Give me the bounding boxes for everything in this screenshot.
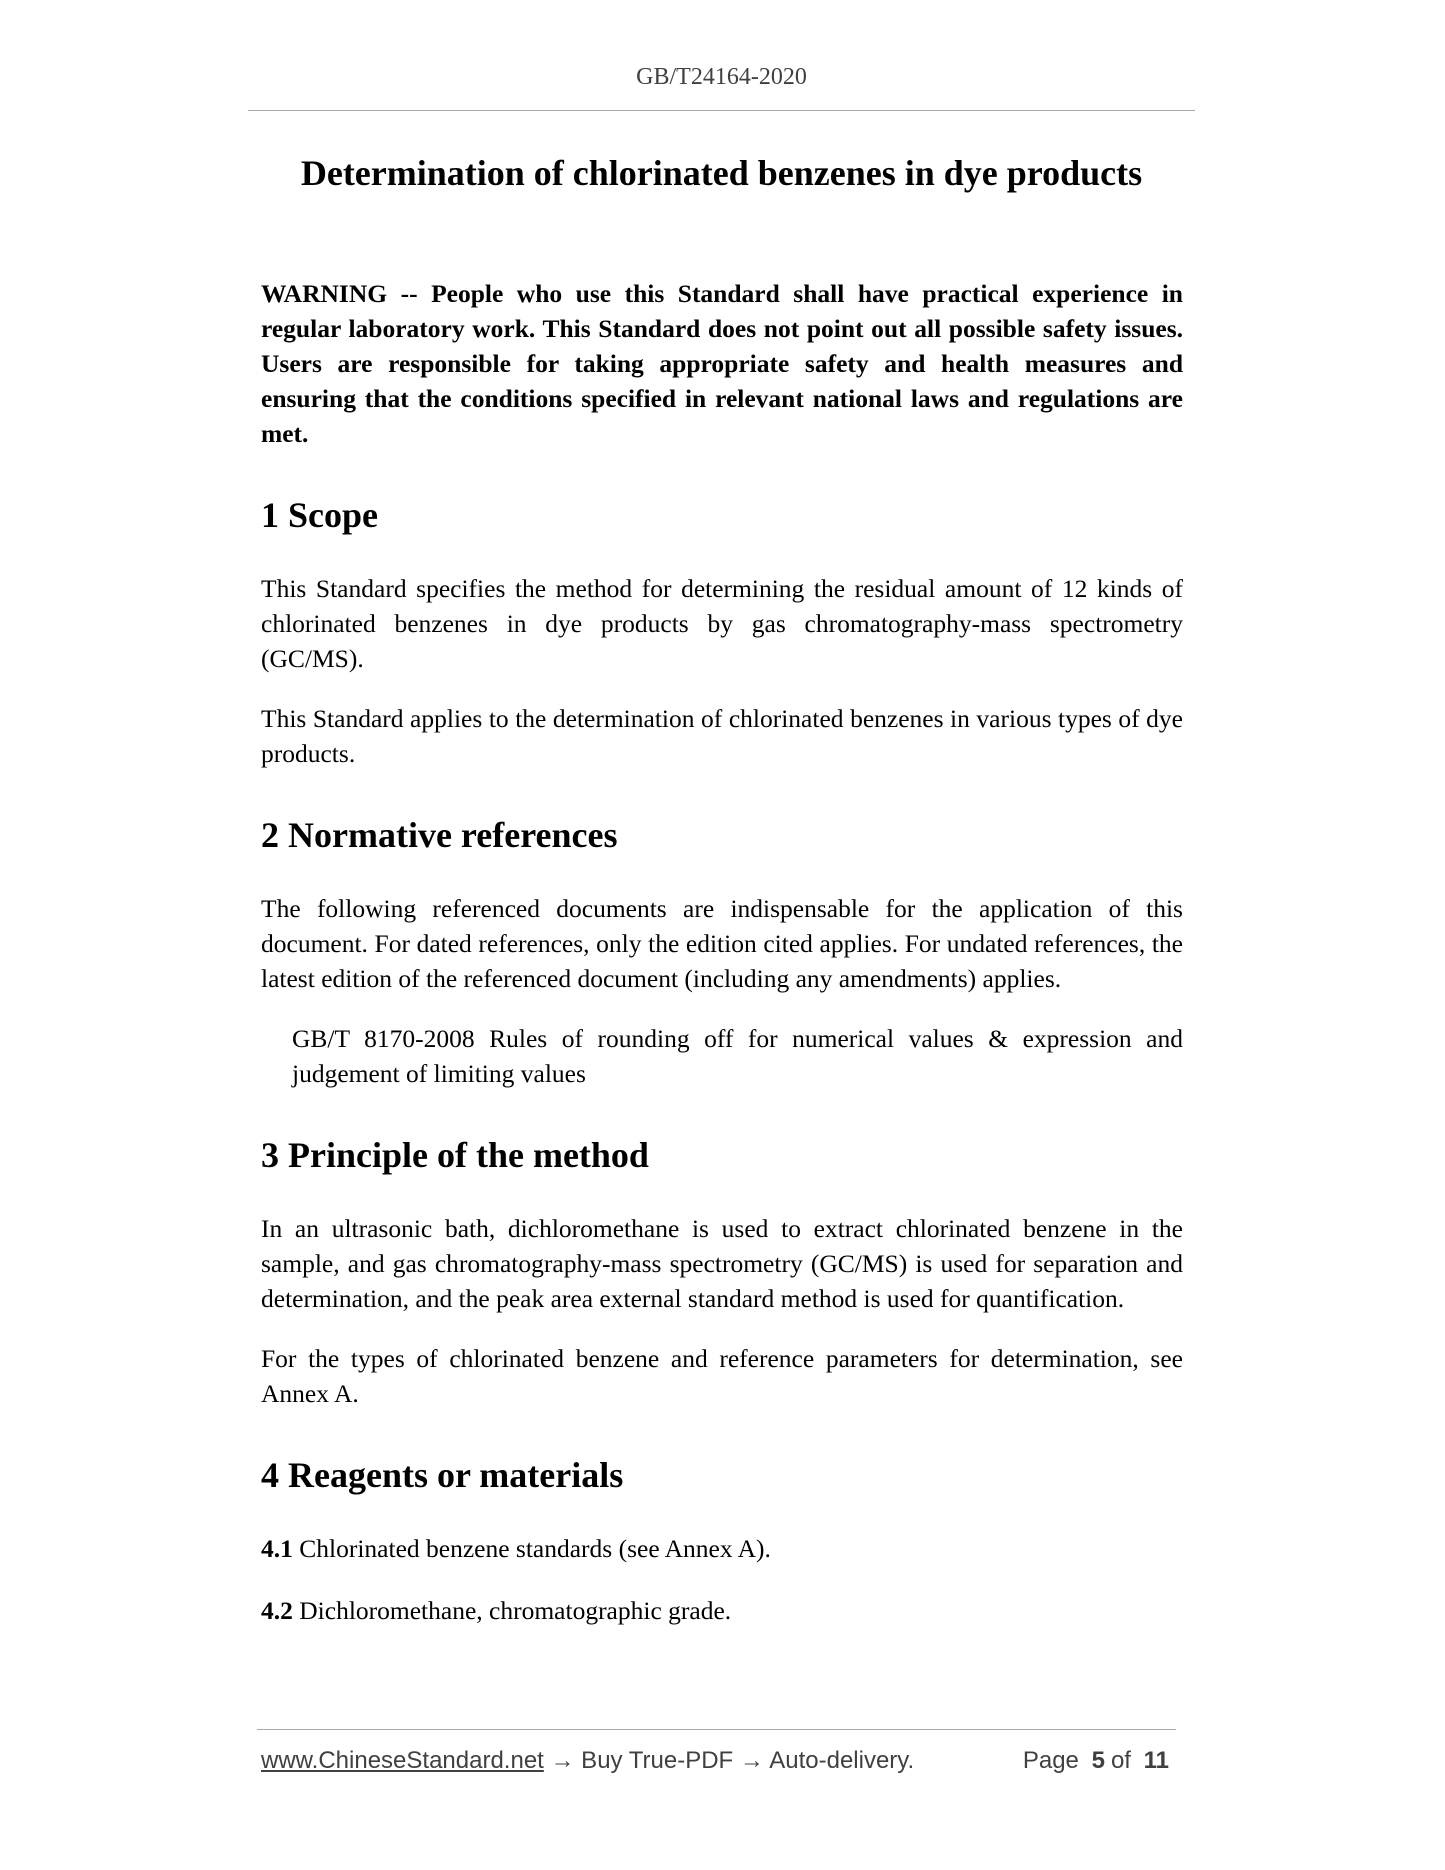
current-page-number: 5 (1091, 1747, 1105, 1774)
section-heading-scope: 1 Scope (261, 495, 378, 535)
reagent-item (261, 1531, 1183, 1566)
scope-paragraph-2: This Standard applies to the determination of chlorinated benzenes in various types of dye products. (261, 704, 1183, 768)
normative-paragraph: The following referenced documents are indispensable for the application of this document. For dated references, only the edition cited applies. For undated references, the latest edition of the referenced document (including any amendments) applies. (261, 894, 1183, 993)
principle-paragraph-1: In an ultrasonic bath, dichloromethane is used to extract chlorinated benzene in the sample, and gas chromatography-mass spectrometry (GC/MS) is used for separation and determination, and the peak area external standard method is used for quantification. (261, 1214, 1183, 1313)
principle-paragraph-2: For the types of chlorinated benzene and reference parameters for determination, see Annex A. (261, 1344, 1183, 1408)
page-label: Page (1022, 1747, 1079, 1774)
header-divider (248, 110, 1195, 111)
page-footer (261, 1747, 1175, 1775)
footer-promo-text: → Buy True-PDF → Auto-delivery. (543, 1747, 915, 1774)
total-page-count: 11 (1143, 1747, 1169, 1774)
document-title: Determination of chlorinated benzenes in dye products (300, 153, 1143, 193)
running-header: GB/T24164-2020 (636, 64, 807, 90)
document-body (261, 276, 1183, 1655)
reagent-item-text: Dichloromethane, chromatographic grade. (292, 1596, 732, 1625)
footer-website-link[interactable]: www.ChineseStandard.net (261, 1747, 544, 1774)
normative-reference-item: GB/T 8170-2008 Rules of rounding off for numerical values & expression and judgement of limiting values (292, 1024, 1183, 1088)
section-heading-principle: 3 Principle of the method (261, 1135, 649, 1175)
reagent-item-number: 4.2 (261, 1596, 293, 1625)
section-heading-normative-references: 2 Normative references (261, 815, 618, 855)
section-heading-reagents: 4 Reagents or materials (261, 1455, 624, 1495)
warning-paragraph: WARNING -- People who use this Standard shall have practical experience in regular laboratory work. This Standard does not point out all possible safety issues. Users are responsible for taking appropriate safety and health measures and ensuring that the conditions specified in relevant national laws and regulations are met. (261, 279, 1183, 448)
footer-divider (257, 1729, 1176, 1730)
reagent-item-text: Chlorinated benzene standards (see Annex A). (292, 1534, 771, 1563)
page-of-label: of (1110, 1747, 1131, 1774)
reagent-item-number: 4.1 (261, 1534, 293, 1563)
reagent-item (261, 1593, 1183, 1628)
scope-paragraph-1: This Standard specifies the method for determining the residual amount of 12 kinds of chlorinated benzenes in dye products by gas chromatography-mass spectrometry (GC/MS). (261, 574, 1183, 673)
page-indicator (1023, 1747, 1175, 1775)
